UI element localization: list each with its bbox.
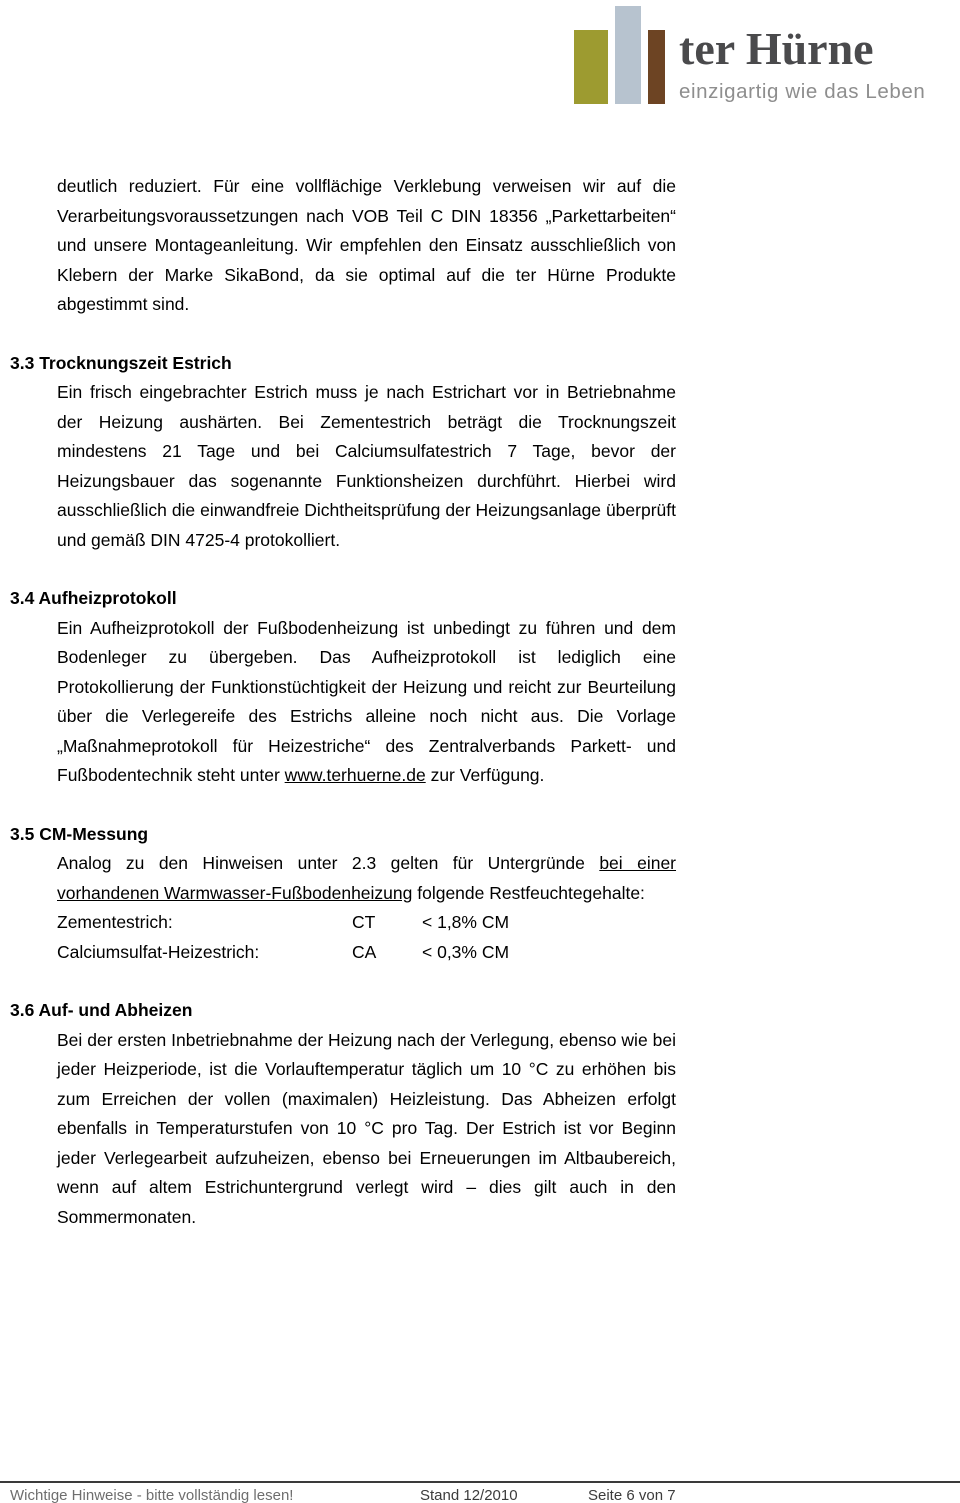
cm-row-value: < 1,8% CM bbox=[422, 912, 510, 932]
cm-row-code: CT bbox=[352, 912, 376, 932]
logo-bars bbox=[574, 4, 665, 104]
terhuerne-link[interactable]: www.terhuerne.de bbox=[284, 765, 426, 785]
brand-name: ter Hürne bbox=[679, 23, 874, 75]
section-34-paragraph bbox=[57, 614, 676, 791]
brand-tagline: einzigartig wie das Leben bbox=[679, 80, 926, 103]
document-content bbox=[10, 172, 676, 1232]
footer-note: Wichtige Hinweise - bitte vollständig lesen! bbox=[10, 1487, 294, 1503]
cm-row-label: Zementestrich: bbox=[57, 912, 173, 932]
cm-row-code: CA bbox=[352, 941, 377, 962]
brand-logo bbox=[574, 4, 925, 104]
footer-divider bbox=[0, 1481, 960, 1483]
logo-bar-olive bbox=[574, 30, 608, 104]
footer-revision-date: Stand 12/2010 bbox=[420, 1487, 518, 1503]
section-35-text-part2: folgende Restfeuchtegehalte: bbox=[412, 882, 645, 903]
cm-row-value: < 0,3% CM bbox=[422, 941, 510, 962]
section-35-text-part1: Analog zu den Hinweisen unter 2.3 gelten für Untergründe bbox=[57, 853, 600, 873]
section-33-heading: 3.3 Trocknungszeit Estrich bbox=[10, 352, 232, 373]
cm-row-label: Calciumsulfat-Heizestrich: bbox=[57, 941, 260, 962]
section-34-text-after-link: zur Verfügung. bbox=[425, 765, 545, 785]
section-35-paragraph bbox=[57, 849, 676, 908]
intro-paragraph: deutlich reduziert. Für eine vollflächige Verklebung verweisen wir auf die Verarbeitungsvoraussetzungen nach VOB Teil C DIN 18356 „Parkettarbeiten“ und unsere Montageanleitung. Wir empfehlen den Einsatz ausschließlich von Klebern der Marke SikaBond, da sie optimal auf die ter Hürne Produkte abgestimmt sind. bbox=[57, 176, 676, 314]
section-36-heading: 3.6 Auf- und Abheizen bbox=[10, 1000, 193, 1020]
logo-bar-blue bbox=[615, 6, 641, 104]
logo-text bbox=[679, 24, 925, 104]
cm-row-zementestrich bbox=[57, 908, 676, 938]
footer-page-number: Seite 6 von 7 bbox=[588, 1487, 676, 1503]
section-36-paragraph: Bei der ersten Inbetriebnahme der Heizung nach der Verlegung, ebenso wie bei jeder Heizperiode, ist die Vorlauftemperatur täglich um 10 °C zu erhöhen bis zum Erreichen der vollen (maximalen) Heizleistung. Das Abheizen erfolgt ebenfalls in Temperaturstufen von 10 °C pro Tag. Der Estrich ist vor Beginn jeder Verlegearbeit aufzuheizen, ebenso bei Erneuerungen im Altbaubereich, wenn auf altem Estrichuntergrund verlegt wird – dies gilt auch in den Sommermonaten. bbox=[57, 1029, 676, 1227]
section-33-paragraph: Ein frisch eingebrachter Estrich muss je nach Estrichart vor in Betriebnahme der Heizung aushärten. Bei Zementestrich beträgt die Trocknungszeit mindestens 21 Tage und bei Calciumsulfatestrich 7 Tage, bevor der Heizungsbauer das sogenannte Funktionsheizen durchführt. Hierbei wird ausschließlich die einwandfreie Dichtheitsprüfung der Heizungsanlage überprüft und gemäß DIN 4725-4 protokolliert. bbox=[57, 382, 676, 550]
section-35-underlined-phrase: bei einer vorhandenen Warmwasser-Fußbodenheizung bbox=[57, 853, 677, 903]
logo-bar-brown bbox=[648, 30, 665, 104]
section-35-heading: 3.5 CM-Messung bbox=[10, 823, 149, 844]
cm-row-calciumsulfat bbox=[57, 938, 676, 968]
section-34-text-before-link: Ein Aufheizprotokoll der Fußbodenheizung ist unbedingt zu führen und dem Bodenleger zu übergeben. Das Aufheizprotokoll ist lediglich eine Protokollierung der Funktionstüchtigkeit der Heizung und reicht zur Beurteilung über die Verlegereife des Estrichs alleine noch nicht aus. Die Vorlage „Maßnahmeprotokoll für Heizestriche“ des Zentralverbands Parkett- und Fußbodentechnik steht unter bbox=[57, 617, 676, 785]
section-34-heading: 3.4 Aufheizprotokoll bbox=[10, 588, 177, 608]
